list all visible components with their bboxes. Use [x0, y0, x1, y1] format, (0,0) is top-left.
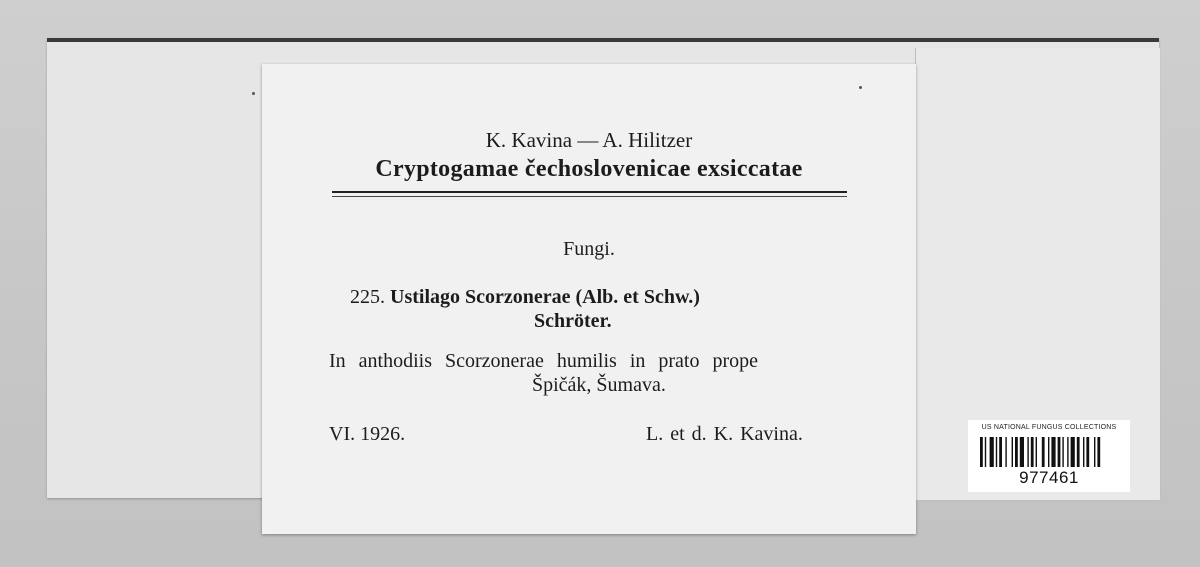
label-locality-line2: Špičák, Šumava.: [532, 374, 666, 396]
label-species-line2: Schröter.: [534, 310, 612, 332]
barcode-number: 977461: [1019, 468, 1079, 487]
label-species-name: Ustilago Scorzonerae (Alb. et Schw.): [390, 286, 700, 308]
label-authors: K. Kavina — A. Hilitzer: [485, 128, 693, 152]
label-locality-line1: In anthodiis Scorzonerae humilis in prato prope: [329, 350, 759, 372]
packet-speck: [252, 92, 255, 95]
paper-speck: [859, 86, 862, 89]
label-species-line1: [350, 286, 700, 309]
label-number: 225.: [350, 286, 385, 308]
specimen-label: [262, 64, 916, 534]
barcode-header: US NATIONAL FUNGUS COLLECTIONS: [981, 424, 1117, 431]
label-collector: L. et d. K. Kavina.: [646, 423, 803, 445]
label-group: Fungi.: [563, 238, 615, 260]
label-series-title: Cryptogamae čechoslovenicae exsiccatae: [375, 156, 803, 182]
barcode-label: [968, 420, 1130, 492]
label-date: VI. 1926.: [329, 423, 406, 445]
barcode-bars: [980, 437, 1118, 467]
title-rule-thick: [332, 191, 847, 193]
title-rule-thin: [332, 196, 847, 197]
